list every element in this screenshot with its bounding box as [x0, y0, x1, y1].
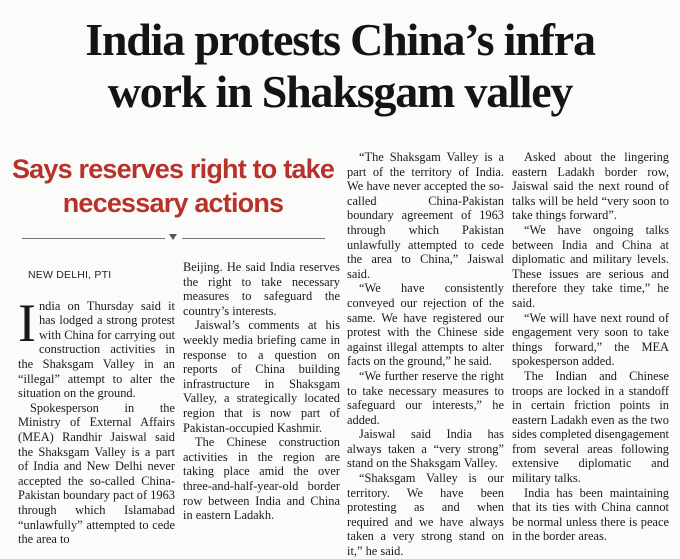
- article-paragraph: “We will have next round of engagement very soon to take things forward,” the MEA spokesperson added.: [512, 310, 669, 369]
- article-column-2: [183, 260, 340, 523]
- article-paragraph: [18, 292, 175, 401]
- article-paragraph: “We have ongoing talks between India and China at diplomatic and military levels. These issues are serious and therefore they take time,” he said.: [512, 222, 669, 310]
- article-paragraph: “Shaksgam Valley is our territory. We have been protesting as and when required and we have always taken a very strong stand on it,” he said.: [347, 471, 504, 559]
- paragraph-text: ndia on Thursday said it has lodged a strong protest with China for carrying out construction activities in the Shaksgam Valley in an “illegal” attempt to alter the situation on the ground.: [18, 298, 175, 401]
- subheadline-line-1: Says reserves right to take: [11, 154, 335, 184]
- article-paragraph: The Chinese construction activities in the region are taking place amid the over three-and-half-year-old border row between India and China in eastern Ladakh.: [183, 435, 340, 523]
- article-column-1: [18, 260, 175, 547]
- article-paragraph: Beijing. He said India reserves the right to take necessary measures to safeguard the country’s interests.: [183, 260, 340, 318]
- article-paragraph: Spokesperson in the Ministry of External Affairs (MEA) Randhir Jaiswal said the Shaksgam Valley is a part of India and New Delhi never accepted the so-called China-Pakistan boundary pact of 1963 through which Islamabad “unlawfully” attempted to cede the area to: [18, 400, 175, 547]
- article-paragraph: The Indian and Chinese troops are locked in a standoff in certain friction points in eastern Ladakh even as the two sides completed disengagement from several areas following extensive diplomatic and military talks.: [512, 368, 669, 486]
- rule-arrow-marker: [169, 234, 177, 240]
- dateline: NEW DELHI, PTI: [28, 269, 112, 281]
- article-paragraph: Jaiswal said India has always taken a “very strong” stand on the Shaksgam Valley.: [347, 427, 504, 471]
- article-paragraph: “We have consistently conveyed our rejection of the same. We have registered our protest with the Chinese side against illegal attempts to alter facts on the ground,” he said.: [347, 281, 504, 369]
- article-column-3: [347, 150, 504, 559]
- article-paragraph: “The Shaksgam Valley is a part of the territory of India. We have never accepted the so-called China-Pakistan boundary agreement of 1963 through which Pakistan unlawfully attempted to cede the area to China,” Jaiswal said.: [347, 150, 504, 281]
- subheadline-line-2: necessary actions: [62, 188, 284, 218]
- subheadline-rule-right: [182, 238, 325, 239]
- article-column-4: [512, 150, 669, 544]
- subheadline-rule-left: [22, 238, 165, 239]
- drop-cap: I: [18, 292, 36, 353]
- headline-line-2: work in Shaksgam valley: [107, 66, 573, 117]
- article-paragraph: “We further reserve the right to take necessary measures to safeguard our interests,” he added.: [347, 368, 504, 427]
- article-paragraph: Jaiswal’s comments at his weekly media briefing came in response to a question on reports of China building infrastructure in Shaksgam Valley, a strategically located region that is now part of Pakistan-occupied Kashmir.: [183, 318, 340, 435]
- article-paragraph: India has been maintaining that its ties with China cannot be normal unless there is peace in the border areas.: [512, 485, 669, 544]
- article-paragraph: Asked about the lingering eastern Ladakh border row, Jaiswal said the next round of talks will be held “very soon to take things forward”.: [512, 150, 669, 223]
- headline-line-1: India protests China’s infra: [85, 14, 595, 65]
